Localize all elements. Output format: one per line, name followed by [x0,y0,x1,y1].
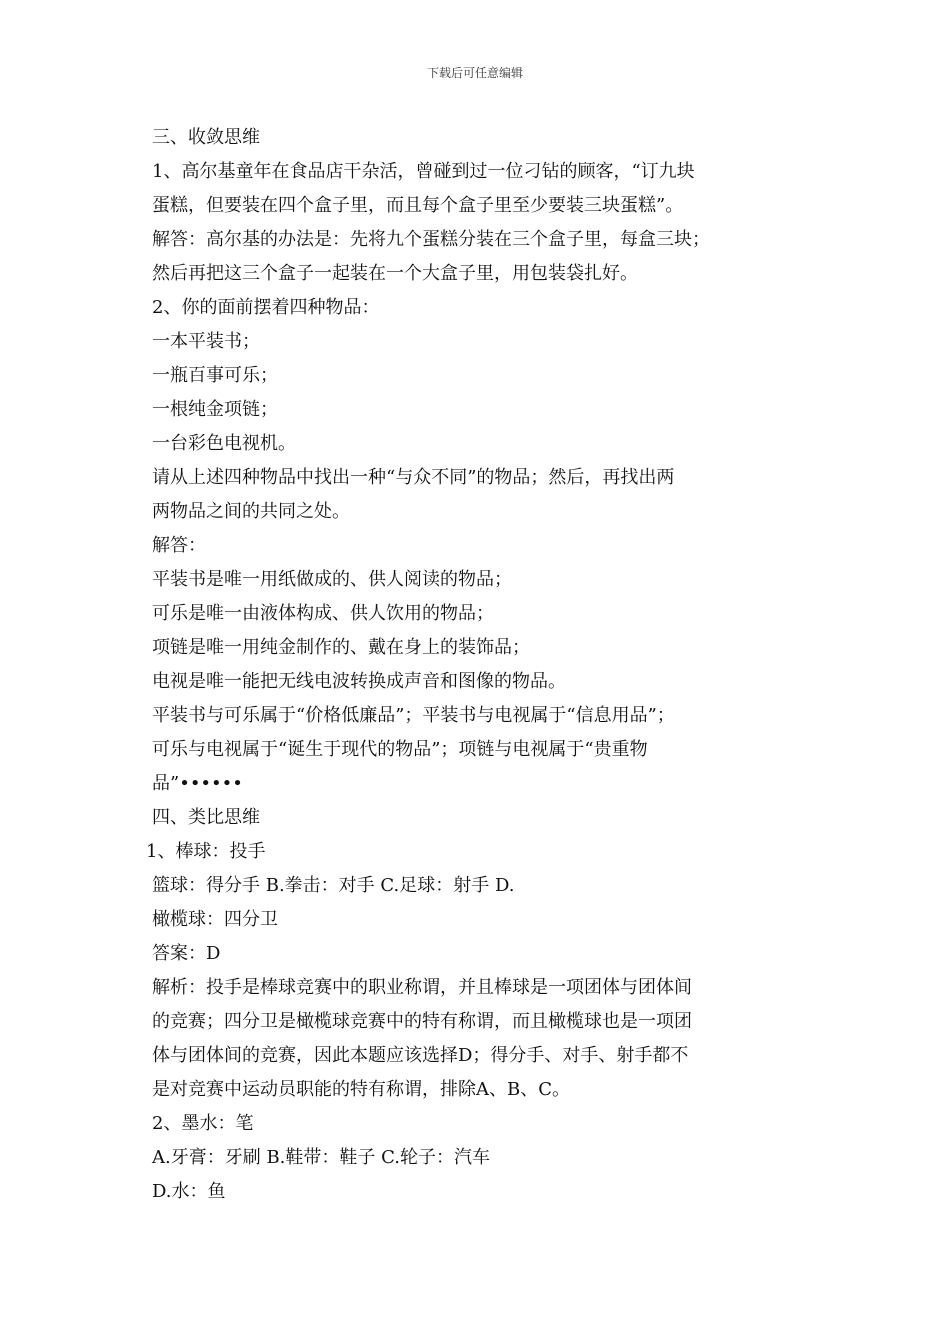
section-heading: 三、收敛思维 [152,127,260,148]
text-line: 请从上述四种物品中找出一种“与众不同”的物品；然后，再找出两 [152,467,675,488]
text-line: 体与团体间的竞赛，因此本题应该选择D；得分手、对手、射手都不 [152,1045,689,1066]
text-line: 2、你的面前摆着四种物品： [152,297,380,318]
text-line: 一本平装书； [152,331,260,352]
text-line: 解答： [152,535,206,556]
section-heading: 四、类比思维 [152,807,260,828]
text-line: 一根纯金项链； [152,399,278,420]
text-line: 平装书是唯一用纸做成的、供人阅读的物品； [152,569,512,590]
page-header: 下载后可任意编辑 [426,66,523,80]
text-line: 一台彩色电视机。 [152,433,296,454]
text-line: 蛋糕，但要装在四个盒子里，而且每个盒子里至少要装三块蛋糕”。 [152,195,684,216]
text-line: 是对竞赛中运动员职能的特有称谓，排除A、B、C。 [152,1079,570,1100]
text-line: 可乐是唯一由液体构成、供人饮用的物品； [152,603,494,624]
text-line: 然后再把这三个盒子一起装在一个大盒子里，用包装袋扎好。 [152,263,638,284]
text-line: 橄榄球：四分卫 [152,909,278,930]
text-line: D.水：鱼 [152,1181,226,1202]
text-line: 解答：高尔基的办法是：先将九个蛋糕分装在三个盒子里，每盒三块； [152,229,710,250]
text-line: 平装书与可乐属于“价格低廉品”；平装书与电视属于“信息用品”； [152,705,675,726]
text-line: 可乐与电视属于“诞生于现代的物品”；项链与电视属于“贵重物 [152,739,648,760]
text-line: 电视是唯一能把无线电波转换成声音和图像的物品。 [152,671,566,692]
text-line: 品”•••••• [152,773,243,794]
text-line: 解析：投手是棒球竞赛中的职业称谓，并且棒球是一项团体与团体间 [152,977,692,998]
text-line: A.牙膏：牙刷 B.鞋带：鞋子 C.轮子：汽车 [152,1147,490,1168]
text-line: 2、墨水：笔 [152,1113,254,1134]
text-line: 答案：D [152,943,221,964]
text-line: 篮球：得分手 B.拳击：对手 C.足球：射手 D. [152,875,515,896]
text-line: 1、棒球：投手 [146,841,266,862]
text-line: 1、高尔基童年在食品店干杂活，曾碰到过一位刁钻的顾客，“订九块 [152,161,695,182]
text-line: 两物品之间的共同之处。 [152,501,350,522]
document-body [146,121,752,1209]
text-line: 一瓶百事可乐； [152,365,278,386]
text-line: 项链是唯一用纯金制作的、戴在身上的装饰品； [152,637,530,658]
text-line: 的竞赛；四分卫是橄榄球竞赛中的特有称谓，而且橄榄球也是一项团 [152,1011,692,1032]
